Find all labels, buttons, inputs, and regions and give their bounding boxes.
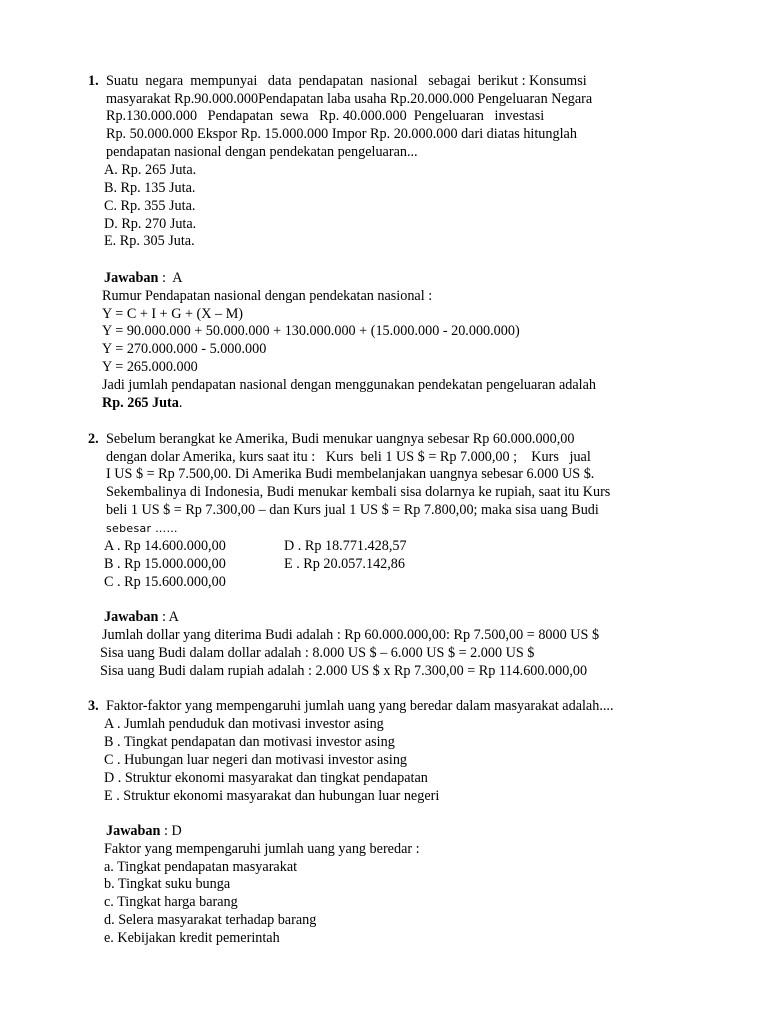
q2-option-d: D . Rp 18.771.428,57 <box>284 538 407 554</box>
q3-option-a: A . Jumlah penduduk dan motivasi investor asing <box>104 716 384 732</box>
q2-text-line: Sekembalinya di Indonesia, Budi menukar kembali sisa dolarnya ke rupiah, saat itu Kurs <box>106 484 611 500</box>
q2-option-b: B . Rp 15.000.000,00 <box>104 556 226 572</box>
q1-text-line: masyarakat Rp.90.000.000Pendapatan laba usaha Rp.20.000.000 Pengeluaran Negara <box>106 91 593 107</box>
q1-option-b: B. Rp. 135 Juta. <box>104 180 196 196</box>
q2-number: 2. <box>88 431 99 447</box>
q1-final-answer: Rp. 265 Juta <box>102 395 179 411</box>
q3-option-e: E . Struktur ekonomi masyarakat dan hubungan luar negeri <box>104 788 440 804</box>
q1-option-c: C. Rp. 355 Juta. <box>104 198 196 214</box>
q3-explanation-line: b. Tingkat suku bunga <box>104 876 231 892</box>
q2-text-line: dengan dolar Amerika, kurs saat itu : Kurs beli 1 US $ = Rp 7.000,00 ; Kurs jual <box>106 449 591 465</box>
q3-answer-value: : D <box>160 823 182 839</box>
q1-explanation-line: Y = C + I + G + (X – M) <box>102 306 244 322</box>
q3-option-b: B . Tingkat pendapatan dan motivasi investor asing <box>104 734 395 750</box>
q1-explanation-line: Jadi jumlah pendapatan nasional dengan menggunakan pendekatan pengeluaran adalah <box>102 377 597 393</box>
q2-explanation-line: Jumlah dollar yang diterima Budi adalah : Rp 60.000.000,00: Rp 7.500,00 = 8000 US $ <box>102 627 600 643</box>
q1-text-line: Rp. 50.000.000 Ekspor Rp. 15.000.000 Impor Rp. 20.000.000 dari diatas hitunglah <box>106 126 577 142</box>
q3-explanation-line: d. Selera masyarakat terhadap barang <box>104 912 317 928</box>
q1-explanation-line: Y = 90.000.000 + 50.000.000 + 130.000.000 + (15.000.000 - 20.000.000) <box>102 323 520 339</box>
q1-text-line: Suatu negara mempunyai data pendapatan nasional sebagai berikut : Konsumsi <box>106 73 587 89</box>
q2-text-line: beli 1 US $ = Rp 7.300,00 – dan Kurs jual 1 US $ = Rp 7.800,00; maka sisa uang Budi <box>106 502 599 518</box>
q3-explanation-line: a. Tingkat pendapatan masyarakat <box>104 859 298 875</box>
q3-answer-label: Jawaban <box>106 823 161 839</box>
q1-conclusion <box>102 395 182 412</box>
q1-text-line: Rp.130.000.000 Pendapatan sewa Rp. 40.000.000 Pengeluaran investasi <box>106 108 545 124</box>
q1-explanation-line: Rumur Pendapatan nasional dengan pendekatan nasional : <box>102 288 433 304</box>
q3-explanation-line: c. Tingkat harga barang <box>104 894 238 910</box>
q2-answer <box>104 609 179 626</box>
q3-number: 3. <box>88 698 99 714</box>
q2-explanation-line: Sisa uang Budi dalam dollar adalah : 8.000 US $ – 6.000 US $ = 2.000 US $ <box>100 645 535 661</box>
q1-answer-value: : A <box>158 270 183 286</box>
q2-option-c: C . Rp 15.600.000,00 <box>104 574 226 590</box>
q2-text-line-small: sebesar …… <box>106 522 178 535</box>
q2-text-line: Sebelum berangkat ke Amerika, Budi menukar uangnya sebesar Rp 60.000.000,00 <box>106 431 575 447</box>
q3-answer <box>106 823 182 840</box>
q3-option-c: C . Hubungan luar negeri dan motivasi investor asing <box>104 752 408 768</box>
q2-answer-label: Jawaban <box>104 609 159 625</box>
q1-explanation-line: Y = 265.000.000 <box>102 359 198 375</box>
q1-answer-label: Jawaban <box>104 270 159 286</box>
q3-explanation-line: Faktor yang mempengaruhi jumlah uang yang beredar : <box>104 841 420 857</box>
q2-answer-value: : A <box>158 609 179 625</box>
q2-text-line: I US $ = Rp 7.500,00. Di Amerika Budi membelanjakan uangnya sebesar 6.000 US $. <box>106 466 595 482</box>
q1-option-d: D. Rp. 270 Juta. <box>104 216 197 232</box>
q1-option-e: E. Rp. 305 Juta. <box>104 233 195 249</box>
q1-final-period: . <box>178 395 183 411</box>
q3-option-d: D . Struktur ekonomi masyarakat dan tingkat pendapatan <box>104 770 428 786</box>
q1-answer <box>104 270 182 287</box>
q1-number: 1. <box>88 73 99 89</box>
q3-explanation-line: e. Kebijakan kredit pemerintah <box>104 930 280 946</box>
q1-explanation-line: Y = 270.000.000 - 5.000.000 <box>102 341 267 357</box>
q1-option-a: A. Rp. 265 Juta. <box>104 162 197 178</box>
q1-text-line: pendapatan nasional dengan pendekatan pengeluaran... <box>106 144 418 160</box>
q2-explanation-line: Sisa uang Budi dalam rupiah adalah : 2.000 US $ x Rp 7.300,00 = Rp 114.600.000,00 <box>100 663 588 679</box>
q2-option-a: A . Rp 14.600.000,00 <box>104 538 226 554</box>
q3-text: Faktor-faktor yang mempengaruhi jumlah uang yang beredar dalam masyarakat adalah.... <box>106 698 614 714</box>
q2-option-e: E . Rp 20.057.142,86 <box>284 556 405 572</box>
